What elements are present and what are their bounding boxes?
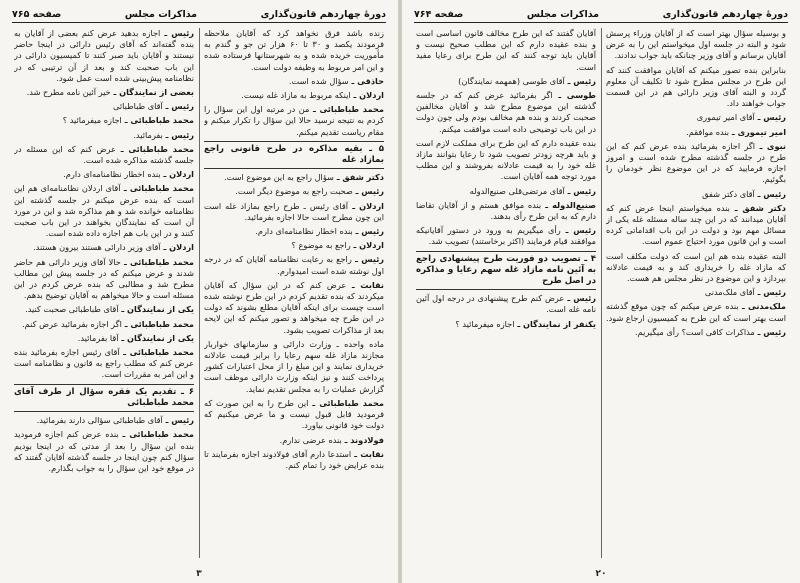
speaker-name: اردلان ـ xyxy=(160,242,194,253)
paragraph-text: البته عقیده بنده هم این است که دولت مکلف است که مازاد غله را خریداری کند و به قیمت عادلانه بپردازد و این موضوع در نظر مجلس هم هست. xyxy=(606,250,786,284)
right-page-header xyxy=(414,6,788,23)
paragraph-text: آقای دکتر شفق xyxy=(702,188,755,199)
paragraph-text: آقا بفرمائید. xyxy=(77,332,119,343)
left-page-number: صفحه ۷۶۵ xyxy=(12,8,62,20)
speaker-name: اردلان ـ xyxy=(350,240,384,251)
speaker-name: صنیع‌الدوله ـ xyxy=(541,199,596,210)
paragraph xyxy=(14,144,194,166)
speaker-name: محمد طباطبائی ـ xyxy=(118,429,194,440)
paragraph-text: من در مرتبه اول این سؤال را کردم به نتیجه نرسید حالا این سؤال را تکرار میکنم و مقام ریاست تقدیم میکنم. xyxy=(204,104,384,137)
paragraph-text: اگر اجازه بفرمائید بنده عرض کنم که این طرح در جلسه گذشته مطرح شده است و امروز اجازه فرمایید که در این موضوع نظر خودمان را بگوئیم. xyxy=(606,140,786,185)
paragraph-text: اجازه میفرمائید ؟ xyxy=(455,318,515,329)
right-page-column-2 xyxy=(416,28,596,558)
paragraph xyxy=(14,169,194,180)
paragraph xyxy=(14,87,194,98)
paragraph-text: اگر بفرمائید عرض کنم که در جلسه گذشته این موضوع مطرح شد و آقایان مخالفین صحبت کردند و بنده هم مخالف بودم ولی چون دولت در این باب توضیحی داده است موافقت میکنم. xyxy=(416,90,596,134)
section-heading: ۵ ـ بقیه مذاکره در طرح قانونی راجع بمازاد غله xyxy=(204,141,384,169)
speaker-name: رئیس ـ xyxy=(162,415,194,426)
paragraph-text: عرض کنم طرح پیشنهادی در درجه اول آئین نامه غله است. xyxy=(416,293,596,315)
paragraph xyxy=(204,90,384,101)
paragraph-text: ماده واحده ـ وزارت دارائی و سازمانهای خواربار مجازند مازاد غله سهم رعایا را برابر قیمت عادلانه خریداری نمایند و این مبلغ را از محل اعتبارات کشور پرداخت کنند و نیز اینکه وزارت دارائی موظف است گزارش عملیات را به مجلس تقدیم نماید. xyxy=(204,338,384,394)
speaker-name: رئیس ـ xyxy=(754,188,786,199)
paragraph xyxy=(416,28,596,73)
paragraph xyxy=(204,254,384,276)
paragraph xyxy=(606,287,786,298)
right-page xyxy=(402,0,800,583)
speaker-name: رئیس ـ xyxy=(162,101,194,112)
paragraph-text: بنده موافقم. xyxy=(686,126,730,137)
paragraph xyxy=(416,293,596,315)
speaker-name: رئیس ـ xyxy=(162,129,194,140)
speaker-name: محمد طباطبائی ـ xyxy=(308,397,384,408)
paragraph-text: بفرمائید. xyxy=(133,129,163,140)
speaker-name: رئیس ـ xyxy=(351,254,384,265)
speaker-name: رئیس ـ xyxy=(564,75,596,86)
paragraph xyxy=(606,28,786,62)
paragraph-text: استدعا دارم آقای فولادوند اجازه بفرمایند تا بنده عرایض خود را تمام کنم. xyxy=(204,448,384,470)
paragraph-text: بنده اخطار نظامنامه‌ای دارم. xyxy=(63,169,161,180)
left-page-column-1 xyxy=(204,28,384,558)
speaker-name: رئیس ـ xyxy=(754,326,786,337)
paragraph xyxy=(14,333,194,344)
left-page-center-title: مذاکرات مجلس xyxy=(124,8,198,20)
paragraph-text: عرض کنم که این مسئله در جلسه گذشته مذاکره شده است. xyxy=(14,143,194,166)
right-page-column-1 xyxy=(606,28,786,558)
paragraph-text: آقای وزیر دارائی هستند بیرون هستند. xyxy=(33,242,161,253)
speaker-name: نبوی ـ xyxy=(755,140,786,151)
speaker-name: حاذقی ـ xyxy=(348,75,384,86)
paragraph xyxy=(606,301,786,323)
paragraph xyxy=(14,28,194,84)
right-page-session: دورۀ چهاردهم قانون‌گذاری xyxy=(662,8,788,20)
paragraph-text: سؤال راجع به این موضوع است. xyxy=(224,172,334,183)
paragraph xyxy=(204,226,384,237)
paragraph-text: این طرح را به این صورت که فرمودید قابل قبول نیست و ما عرض میکنیم که دولت خود قانونی بیاورد. xyxy=(204,397,384,431)
left-page-column-2 xyxy=(14,28,194,558)
paragraph xyxy=(204,240,384,251)
paragraph xyxy=(14,183,194,239)
speaker-name: دکتر شفق ـ xyxy=(333,172,384,183)
paragraph-text: حالا آقای وزیر دارائی هم حاضر شدند و عرض میکنم که در جلسه پیش این مطالب مطرح شد و مطالبی که بنده عرض کردم در این مسئله است و حالا میخواهم به آقایان توضیح بدهم. xyxy=(14,256,194,301)
paragraph xyxy=(416,200,596,222)
speaker-name: طوسی ـ xyxy=(552,90,596,101)
paragraph xyxy=(204,76,384,87)
paragraph-text: آقای رئیس ـ طرح راجع بمازاد غله است این چون مطرح است حالا اجازه بفرمائید. xyxy=(204,200,384,222)
paragraph xyxy=(606,327,786,338)
paragraph xyxy=(14,130,194,141)
paragraph xyxy=(204,449,384,471)
right-page-number: صفحه ۷۶۴ xyxy=(414,8,464,20)
speaker-name: رئیس ـ xyxy=(560,225,596,236)
paragraph-text: راجع به موضوع ؟ xyxy=(291,240,351,251)
paragraph xyxy=(606,189,786,200)
paragraph-text: صحبت راجع به موضوع دیگر است. xyxy=(235,186,353,197)
left-page xyxy=(0,0,398,583)
paragraph xyxy=(606,112,786,123)
left-page-header xyxy=(12,6,386,23)
speaker-name: نقابت ـ xyxy=(351,448,384,459)
section-heading: ۴ ـ تصویب دو فوریت طرح پیشنهادی راجع به آئین نامه مازاد غله سهم رعایا و مذاکره در اصل طرح xyxy=(416,251,596,291)
paragraph-text: بنده عرض میکنم که چون موقع گذشته است بهتر است که این طرح به کمیسیون ارجاع شود. xyxy=(606,301,786,323)
paragraph-text: آقای طباطبائی صحبت کنید. xyxy=(25,304,119,315)
speaker-name: رئیس ـ xyxy=(754,112,786,123)
speaker-name: محمد طباطبائی ـ xyxy=(120,183,194,194)
paragraph xyxy=(14,242,194,253)
speaker-name: اردلان ـ xyxy=(160,169,194,180)
right-page-center-title: مذاکرات مجلس xyxy=(526,8,600,20)
paragraph-text: بنده اخطار نظامنامه‌ای دارم. xyxy=(255,226,353,237)
speaker-name: محمد طباطبائی ـ xyxy=(309,104,384,115)
paragraph xyxy=(416,138,596,183)
column-divider xyxy=(601,28,602,558)
speaker-name: دکتر شفق ـ xyxy=(729,202,786,213)
speaker-name: رئیس ـ xyxy=(754,287,786,298)
paragraph xyxy=(416,319,596,330)
paragraph-text: و بوسیله سؤال بهتر است که از آقایان وزراء پرسش شود و البته در جلسه اول میخواستم این را به عرض آقایان برسانم و آقای وزیر چنانکه باید جواب ندادند. xyxy=(606,28,786,61)
paragraph-text: بنابراین بنده تصور میکنم که آقایان موافقت کنند که این طرح در مجلس مطرح شود تا تکلیف آن معلوم گردد و البته آقای وزیر دارائی هم در این قسمت جواب خواهند داد. xyxy=(606,64,786,109)
speaker-name: محمد طباطبائی ـ xyxy=(119,347,194,358)
paragraph xyxy=(416,225,596,247)
speaker-name: ملک‌مدنی ـ xyxy=(738,301,786,312)
section-heading: ۶ ـ تقدیم یک فقره سؤال از طرف آقای محمد طباطبائی xyxy=(14,384,194,412)
paragraph xyxy=(606,65,786,110)
paragraph xyxy=(204,435,384,446)
paragraph xyxy=(606,251,786,285)
right-page-folio: ۲۰ xyxy=(595,569,607,579)
paragraph xyxy=(606,203,786,248)
paragraph-text: اگر اجازه بفرمائید عرض کنم. xyxy=(22,318,122,329)
paragraph xyxy=(204,186,384,197)
paragraph-text: زنده باشد فرق نخواهد کرد که آقایان ملاحظه فرمودند یکصد و ۳۰ تا ۶۰ هزار تن جو و گندم به مأموریت خریده شده و به شهرستانها فرستاده شده و این امر مربوط به وظیفه دولت است. xyxy=(204,28,384,72)
paragraph xyxy=(14,415,194,426)
paragraph xyxy=(14,304,194,315)
paragraph xyxy=(14,429,194,474)
paragraph-text: آقای طباطبائی xyxy=(113,101,163,112)
paragraph-text: اجازه بدهید عرض کنم بعضی از آقایان به بنده گفته‌اند که آقای رئیس دارائی در اینجا حاضر نیستند و آقایان باید صبر کنند تا کمیسیون دارائی در این باب صحبت کند و بعد از آن ترتیبی که در نظامنامه پیش‌بینی شده است عمل شود. xyxy=(14,28,194,83)
paragraph-text: بنده موافق هستم و از آقایان تقاضا دارم که به این طرح رأی بدهند. xyxy=(416,199,596,222)
paragraph xyxy=(606,141,786,186)
paragraph xyxy=(204,104,384,138)
speaker-name: رئیس ـ xyxy=(352,186,384,197)
speaker-name: امیر تیموری ـ xyxy=(729,126,786,137)
paragraph xyxy=(14,115,194,126)
paragraph-text: آقای مرتضی‌قلی صنیع‌الدوله xyxy=(469,185,565,196)
paragraph-text: آقای امیر تیموری xyxy=(696,112,755,123)
paragraph-text: رأی میگیریم به ورود در دستور آقایانیکه موافقند قیام فرمایند (اکثر برخاستند) تصویب شد. xyxy=(416,225,596,247)
paragraph-text: اینکه مربوط به مازاد غله نیست. xyxy=(241,90,351,101)
speaker-name: رئیس ـ xyxy=(564,293,596,304)
speaker-name: یکی از نمایندگان ـ xyxy=(118,304,194,315)
paragraph xyxy=(204,280,384,336)
speaker-name: اردلان ـ xyxy=(350,90,384,101)
paragraph xyxy=(606,127,786,138)
paragraph xyxy=(416,76,596,87)
paragraph-text: عرض کنم که در این سؤال که آقایان میکردند که بنده تقدیم کردم در این طرح نوشته شده است چیست برای اینکه آقایان مطلع بشوند که دولت در این طرح چه میخواهد و تصور میکنم که این لایحه بعد از مذاکرات تصویب بشود. xyxy=(204,279,384,335)
paragraph xyxy=(204,398,384,432)
speaker-name: رئیس ـ xyxy=(352,226,384,237)
paragraph xyxy=(204,28,384,73)
paragraph-text: بنده عرض کنم اجازه فرمودید بنده این سؤال را بعد از مدتی که در اینجا بودیم سؤال کنم چون اینجا در جلسه گذشته آقایان گفتند که در موقع خود این سؤال را به جواب بگذارم. xyxy=(14,429,194,473)
speaker-name: یکی از نمایندگان ـ xyxy=(118,332,194,343)
paragraph xyxy=(204,201,384,223)
paragraph-text: بنده میخواستم اینجا عرض کنم که آقایان میدانند که در این چند ساله مسئله غله یکی از مسائل مهم بود و دولت در این باب اقداماتی کرده است و این قانون مورد احتیاج عموم است. xyxy=(606,202,786,247)
column-divider xyxy=(199,28,200,558)
speaker-name: نقابت ـ xyxy=(346,279,384,290)
paragraph-text: راجع به رعایت نظامنامه آقایان که در درجه اول نوشته شده است امیدوارم. xyxy=(204,254,384,276)
paragraph-text: خیر آئین نامه مطرح شد. xyxy=(26,87,111,98)
speaker-name: محمد طباطبائی ـ xyxy=(121,318,194,329)
paragraph-text: آقای ملک‌مدنی xyxy=(704,287,755,298)
paragraph-text: اجازه میفرمائید ؟ xyxy=(62,115,122,126)
speaker-name: اردلان ـ xyxy=(348,200,384,211)
paragraph-text: مذاکرات کافی است؟ رأی میگیریم. xyxy=(635,326,755,337)
paragraph-text: آقای اردلان نظامنامه‌ای هم این است که بنده عرض میکنم در جلسه گذشته این نظامنامه خوانده شد و هم مذاکره شد و این در مورد آن است که نمایندگان بخواهند در این باب صحبت کنند و در این باب هم اجازه داده شده است. xyxy=(14,183,194,239)
paragraph-text: آقایان گفتند که این طرح مخالف قانون اساسی است و بنده عقیده دارم که این مطلب صحیح نیست و آقایان باید توجه کنند که این طرح برای رعایا مفید است. xyxy=(416,28,596,72)
paragraph xyxy=(14,347,194,381)
paragraph-text: آقای طباطبائی سؤالی دارند بفرمائید. xyxy=(36,415,163,426)
paragraph xyxy=(14,319,194,330)
paragraph xyxy=(416,186,596,197)
speaker-name: رئیس ـ xyxy=(564,185,596,196)
left-page-session: دورۀ چهاردهم قانون‌گذاری xyxy=(260,8,386,20)
paragraph xyxy=(204,172,384,183)
paragraph-text: بنده عرضی ندارم. xyxy=(279,434,342,445)
speaker-name: محمد طباطبائی ـ xyxy=(121,115,194,126)
paragraph-text: سؤال شده است. xyxy=(288,75,349,86)
speaker-name: محمد طباطبائی ـ xyxy=(115,143,194,154)
paragraph-text: بنده عقیده دارم که این طرح برای مملکت لازم است و باید هرچه زودتر تصویب شود تا رعایا بتوانند مازاد غله خود را به قیمت عادلانه بفروشند و این مطلب مورد توجه همه آقایان است. xyxy=(416,137,596,182)
speaker-name: یکنفر از نمایندگان ـ xyxy=(514,318,596,329)
speaker-name: رئیس ـ xyxy=(160,28,194,38)
speaker-name: فولادوند ـ xyxy=(341,434,384,445)
speaker-name: بعضی از نمایندگان ـ xyxy=(110,87,194,98)
speaker-name: محمد طباطبائی ـ xyxy=(120,256,194,267)
paragraph-text: آقای طوسی (همهمه نمایندگان) xyxy=(458,75,565,86)
paragraph xyxy=(14,257,194,302)
paragraph xyxy=(14,101,194,112)
paragraph-text: آقای رئیس اجازه بفرمائید بنده عرض کنم که مطلب راجع به قانون و نظامنامه است و این امر به مقررات است. xyxy=(14,347,194,380)
paragraph xyxy=(416,90,596,135)
paragraph xyxy=(204,339,384,395)
left-page-folio: ۳ xyxy=(196,569,202,579)
